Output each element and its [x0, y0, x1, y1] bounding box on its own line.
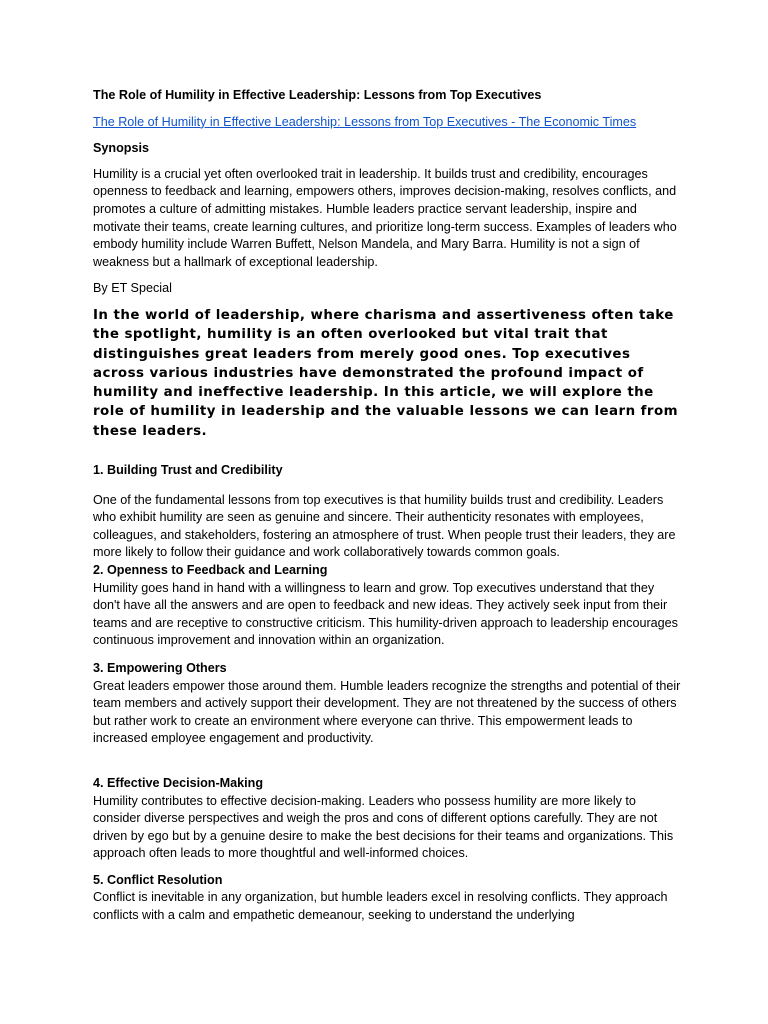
source-link[interactable]: The Role of Humility in Effective Leadership: Lessons from Top Executives - The Economic Times	[93, 114, 637, 129]
section-body-feedback: Humility goes hand in hand with a willingness to learn and grow. Top executives understand that they don't have all the answers and are open to feedback and new ideas. They actively seek input from their teams and are receptive to constructive criticism. This humility-driven approach to leadership encourages continuous improvement and innovation within an organization.	[93, 580, 678, 648]
synopsis-text: Humility is a crucial yet often overlooked trait in leadership. It builds trust and credibility, encourages openness to feedback and learning, empowers others, improves decision-making, resolves conflicts, and promotes a culture of admitting mistakes. Humble leaders practice servant leadership, inspire and motivate their teams, create learning cultures, and prioritize long-term success. Examples of leaders who embody humility include Warren Buffett, Nelson Mandela, and Mary Barra. Humility is not a sign of weakness but a hallmark of exceptional leadership.	[93, 166, 677, 269]
section-heading-empowering: 3. Empowering Others	[93, 660, 227, 675]
synopsis-heading: Synopsis	[93, 141, 149, 156]
document-body	[93, 87, 683, 925]
document-title: The Role of Humility in Effective Leadership: Lessons from Top Executives	[93, 88, 542, 102]
section-body-trust: One of the fundamental lessons from top executives is that humility builds trust and credibility. Leaders who exhibit humility are seen as genuine and sincere. Their authenticity resonates with employees, colleagues, and stakeholders, fostering an atmosphere of trust. When people trust their leaders, they are more likely to follow their guidance and work collaboratively towards common goals.	[93, 492, 676, 560]
section-heading-decision: 4. Effective Decision-Making	[93, 775, 264, 790]
section-heading-feedback: 2. Openness to Feedback and Learning	[93, 562, 328, 577]
lead-paragraph: In the world of leadership, where charisma and assertiveness often take the spotlight, humility is an often overlooked but vital trait that distinguishes great leaders from merely good ones. Top executives across various industries have demonstrated the profound impact of humility and ineffective leadership. In this article, we will explore the role of humility in leadership and the valuable lessons we can learn from these leaders.	[93, 307, 679, 439]
section-heading-trust: 1. Building Trust and Credibility	[93, 463, 283, 478]
section-body-decision: Humility contributes to effective decision-making. Leaders who possess humility are more likely to consider diverse perspectives and weigh the pros and cons of different options carefully. They are not driven by ego but by a genuine desire to make the best decisions for their teams and organizations. This approach often leads to more thoughtful and well-informed choices.	[93, 793, 674, 861]
section-body-empowering: Great leaders empower those around them. Humble leaders recognize the strengths and potential of their team members and actively support their development. They are not threatened by the success of others but rather work to create an environment where everyone can thrive. This empowerment leads to increased employee engagement and productivity.	[93, 678, 681, 746]
section-heading-conflict: 5. Conflict Resolution	[93, 872, 223, 887]
section-body-conflict: Conflict is inevitable in any organization, but humble leaders excel in resolving conflicts. They approach conflicts with a calm and empathetic demeanour, seeking to understand the underlying	[93, 890, 668, 923]
byline: By ET Special	[93, 281, 172, 296]
